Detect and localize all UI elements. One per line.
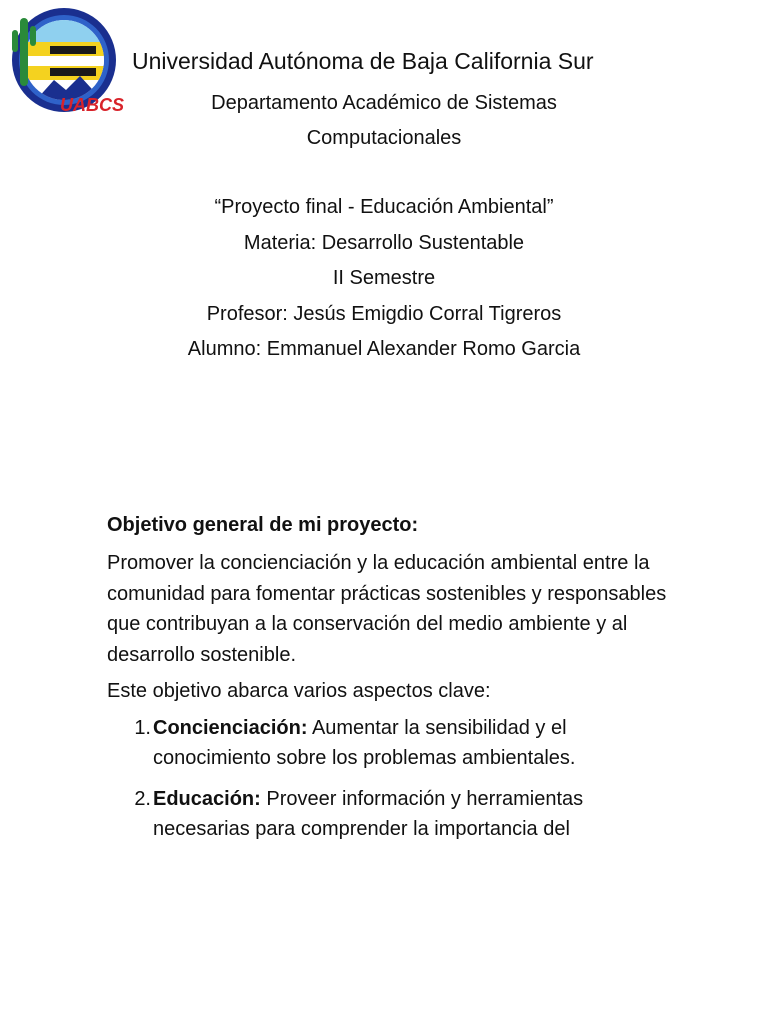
seal-white-band: [24, 56, 104, 66]
seal-cactus: [20, 18, 28, 86]
seal-cactus-arm-right: [30, 26, 36, 46]
list-item-text: Proveer información y herramientas necesarias para comprender la importancia del: [153, 787, 584, 840]
section-heading: Objetivo general de mi proyecto:: [107, 514, 419, 536]
list-item-number: 2.: [134, 787, 151, 810]
list-item-number: 1.: [134, 716, 151, 739]
semester-line: II Semestre: [332, 267, 436, 289]
university-name: Universidad Autónoma de Baja California Sur: [132, 48, 594, 74]
objective-section: [107, 510, 667, 855]
department-name: [168, 86, 600, 156]
seal-motto-top: [50, 46, 96, 54]
university-logo: [6, 4, 128, 118]
title-block: [0, 190, 768, 368]
uabcs-seal-icon: [6, 4, 128, 118]
key-aspects-list: [107, 713, 667, 845]
student-line: Alumno: Emmanuel Alexander Romo Garcia: [187, 338, 581, 360]
list-item-term: Concienciación:: [153, 716, 308, 739]
department-line-2: Computacionales: [306, 127, 462, 149]
list-item-text: Aumentar la sensibilidad y el conocimiento sobre los problemas ambientales.: [153, 716, 576, 769]
list-item-body: [153, 784, 667, 845]
list-item-body: [153, 713, 667, 774]
list-item: [107, 713, 667, 774]
department-line-1: Departamento Académico de Sistemas: [211, 92, 557, 114]
list-item-term: Educación:: [153, 787, 261, 810]
intro-paragraph: Este objetivo abarca varios aspectos clave:: [107, 680, 491, 702]
seal-motto-bottom: [50, 68, 96, 76]
seal-cactus-arm: [12, 30, 18, 52]
objective-paragraph: Promover la concienciación y la educación ambiental entre la comunidad para fomentar prácticas sostenibles y responsables que contribuyan a la conservación del medio ambiente y al desarrollo sostenible.: [107, 552, 667, 666]
seal-logo-text: UABCS: [59, 95, 125, 115]
professor-line: Profesor: Jesús Emigdio Corral Tigreros: [206, 302, 562, 325]
subject-line: Materia: Desarrollo Sustentable: [243, 231, 525, 254]
project-title: “Proyecto final - Educación Ambiental”: [214, 196, 554, 218]
list-item: [107, 784, 667, 845]
